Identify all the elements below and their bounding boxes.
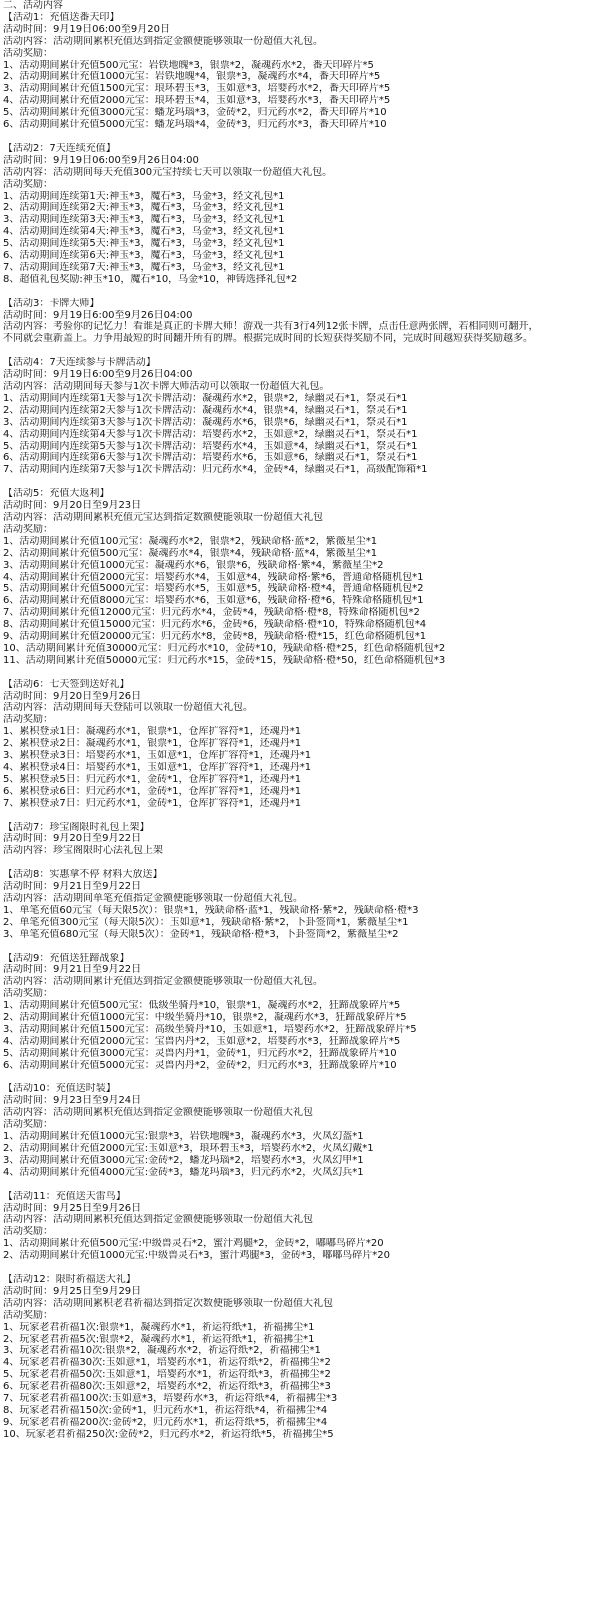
activity-line: 活动时间：9月19日06:00至9月26日04:00 (3, 154, 199, 166)
activity-line: 10、玩家老君祈福250次:金砖*2，归元药水*2，祈运符纸*5，祈福拂尘*5 (3, 1428, 334, 1440)
activity-title: 【活动9：充值送狂蹄战象】 (3, 952, 130, 964)
section-spacer (3, 941, 600, 953)
activity-line: 3、活动期间内连续第3天参与1次卡牌活动：凝魂药水*6，银票*6，绿幽灵石*1，祭灵石*1 (3, 416, 408, 428)
section-spacer (3, 286, 600, 298)
activity-line: 2、活动期间累计充值1000元宝:中级兽灵石*3，蜜汁鸡腿*3，金砖*3，嘟嘟鸟碎片*20 (3, 1250, 390, 1262)
document-heading: 二、活动内容 (3, 0, 63, 11)
activity-line: 活动内容：活动期间累积充值元宝达到指定数额便能领取一份超值大礼包 (3, 511, 323, 523)
activity-line: 1、活动期间累计充值100元宝：凝魂药水*2，银票*2，残缺命格·蓝*2，紫薇星尘*1 (3, 535, 378, 547)
activity-section (3, 12, 600, 131)
section-spacer (3, 857, 600, 869)
activity-title: 【活动7：珍宝阁限时礼包上架】 (3, 821, 150, 833)
activity-line: 活动内容：活动期间累计充值达到指定金额便能够领取一份超值大礼包。 (3, 976, 323, 988)
activity-line: 活动内容：活动期间单笔充值指定金额便能够领取一份超值大礼包。 (3, 892, 303, 904)
activity-line: 4、活动期间累计充值2000元宝：宝兽内丹*2，玉如意*2，培婴药水*3，狂蹄战象碎片*5 (3, 1035, 401, 1047)
activity-line: 4、活动期间连续第4天:神玉*3，魔石*3，乌金*3，经文礼包*1 (3, 226, 285, 238)
activity-section (3, 1274, 600, 1441)
activity-title: 【活动8：实惠拿不停 材料大放送】 (3, 869, 163, 881)
activity-line: 7、累积登录7日：归元药水*1，金砖*1，仓库扩容符*1，还魂丹*1 (3, 797, 302, 809)
activity-line: 6、活动期间内连续第6天参与1次卡牌活动：培婴药水*6，玉如意*6，绿幽灵石*1，祭灵石*1 (3, 452, 418, 464)
activity-line: 4、活动期间累计充值2000元宝：培婴药水*4，玉如意*4，残缺命格·紫*6，普通命格随机包*1 (3, 571, 424, 583)
activity-title: 【活动4：7天连续参与卡牌活动】 (3, 357, 156, 369)
activity-line: 8、超值礼包奖励:神玉*10，魔石*10，乌金*10，神铸选择礼包*2 (3, 273, 298, 285)
activity-line: 6、活动期间累计充值5000元宝：蟠龙玛瑙*4，金砖*3，归元药水*3，番天印碎片*10 (3, 119, 387, 131)
activity-line: 活动奖励： (3, 1119, 53, 1131)
activity-section (3, 679, 600, 810)
activity-line: 活动时间：9月23日至9月24日 (3, 1095, 142, 1107)
activity-line: 1、活动期间内连续第1天参与1次卡牌活动：凝魂药水*2，银票*2，绿幽灵石*1，祭灵石*1 (3, 392, 408, 404)
section-spacer (3, 131, 600, 143)
activity-line: 3、活动期间累计充值3000元宝:金砖*2，蟠龙玛瑙*2，培婴药水*3，火凤幻甲*1 (3, 1154, 364, 1166)
activity-line: 11、活动期间累计充值50000元宝：归元药水*15，金砖*15，残缺命格·橙*50，红色命格随机包*3 (3, 654, 446, 666)
activity-line: 4、活动期间累计充值4000元宝:金砖*3，蟠龙玛瑙*3，归元药水*2，火凤幻兵*1 (3, 1166, 364, 1178)
activity-line: 3、累积登录3日：培婴药水*1，玉如意*1，仓库扩容符*1，还魂丹*1 (3, 750, 312, 762)
activity-title: 【活动10：充值送时装】 (3, 1083, 116, 1095)
activity-section (3, 1083, 600, 1178)
activity-title: 【活动1：充值送番天印】 (3, 11, 120, 23)
activity-line: 活动时间：9月20日至9月23日 (3, 500, 142, 512)
activity-line: 活动时间：9月20日至9月22日 (3, 833, 142, 845)
activity-line: 1、活动期间累计充值1000元宝:银票*3，岩铁地魄*3，凝魂药水*3，火凤幻盔*1 (3, 1131, 364, 1143)
activity-section (3, 953, 600, 1072)
activity-line: 2、活动期间连续第2天:神玉*3，魔石*3，乌金*3，经文礼包*1 (3, 202, 285, 214)
activity-title: 【活动3：卡牌大师】 (3, 297, 100, 309)
activity-line: 4、玩家老君祈福30次:玉如意*1，培婴药水*1，祈运符纸*2，祈福拂尘*2 (3, 1357, 331, 1369)
activity-line: 活动奖励： (3, 1226, 53, 1238)
activity-line: 2、活动期间累计充值1000元宝：岩铁地魄*4，银票*3，凝魂药水*4，番天印碎片*5 (3, 71, 381, 83)
activity-line: 5、活动期间累计充值5000元宝：培婴药水*5，玉如意*5，残缺命格·橙*4，普通命格随机包*2 (3, 583, 424, 595)
activity-section (3, 143, 600, 286)
activity-line: 活动奖励： (3, 1309, 53, 1321)
section-spacer (3, 810, 600, 822)
activity-line: 9、玩家老君祈福200次:金砖*2，归元药水*1，祈运符纸*5，祈福拂尘*4 (3, 1416, 328, 1428)
activity-line: 活动时间：9月21日至9月22日 (3, 964, 142, 976)
activity-line: 1、累积登录1日：凝魂药水*1，银票*1，仓库扩容符*1，还魂丹*1 (3, 726, 302, 738)
activity-line: 活动内容：活动期间累积充值达到指定金额便能够领取一份超值大礼包 (3, 1107, 313, 1119)
activity-line: 活动时间：9月25日至9月26日 (3, 1202, 142, 1214)
activity-line: 6、累积登录6日：归元药水*1，金砖*1，仓库扩容符*1，还魂丹*1 (3, 785, 302, 797)
activity-line: 2、活动期间累计充值1000元宝：中级坐骑丹*10，银票*2，凝魂药水*3，狂蹄战象碎片*5 (3, 1012, 407, 1024)
activity-line: 活动奖励： (3, 523, 53, 535)
activity-line: 3、玩家老君祈福10次:银票*2，凝魂药水*2，祈运符纸*2，祈福拂尘*1 (3, 1345, 321, 1357)
activity-line: 1、活动期间累计充值500元宝：低级坐骑丹*10，银票*1，凝魂药水*2，狂蹄战象碎片*5 (3, 1000, 401, 1012)
activity-line: 10、活动期间累计充值30000元宝：归元药水*10，金砖*10，残缺命格·橙*25，红色命格随机包*2 (3, 642, 446, 654)
section-spacer (3, 476, 600, 488)
activity-title: 【活动5：充值大返利】 (3, 488, 110, 500)
activity-line: 活动时间：9月19日6:00至9月26日04:00 (3, 309, 193, 321)
activity-title: 【活动11：充值送天雷鸟】 (3, 1190, 126, 1202)
activity-line: 7、活动期间内连续第7天参与1次卡牌活动：归元药水*4，金砖*4，绿幽灵石*1，高级配饰箱*1 (3, 464, 428, 476)
activity-line: 活动时间：9月25日至9月29日 (3, 1285, 142, 1297)
activity-line: 活动奖励： (3, 178, 53, 190)
activity-line: 活动内容：活动期间每天参与1次卡牌大师活动可以领取一份超值大礼包。 (3, 381, 330, 392)
activity-section (3, 1191, 600, 1262)
activity-line: 5、活动期间累计充值3000元宝：蟠龙玛瑙*3，金砖*2，归元药水*2，番天印碎片*10 (3, 107, 387, 119)
activity-line: 不同就会重新盖上。力争用最短的时间翻开所有的牌。根据完成时间的长短获得奖励不同，完成时间越短获得奖励越多。 (3, 333, 533, 345)
activity-section (3, 298, 600, 346)
activity-line: 活动内容：活动期间每天充值300元宝持续七天可以领取一份超值大礼包。 (3, 166, 333, 178)
section-spacer (3, 667, 600, 679)
activity-line: 5、活动期间内连续第5天参与1次卡牌活动：培婴药水*4，玉如意*4，绿幽灵石*1，祭灵石*1 (3, 440, 418, 452)
activity-line: 3、活动期间累计充值1500元宝：高级坐骑丹*10，玉如意*1，培婴药水*2，狂蹄战象碎片*5 (3, 1023, 417, 1035)
activity-line: 9、活动期间累计充值20000元宝：归元药水*8，金砖*8，残缺命格·橙*15，红色命格随机包*1 (3, 631, 427, 643)
activity-line: 2、单笔充值300元宝（每天限5次）：玉如意*1，残缺命格·紫*2，卜卦签筒*1，紫薇星尘*1 (3, 916, 409, 928)
activity-line: 4、活动期间累计充值2000元宝：琅环碧玉*4，玉如意*3，培婴药水*3，番天印碎片*5 (3, 95, 391, 107)
activity-line: 活动内容：活动期间累积充值达到指定金额便能够领取一份超值大礼包。 (3, 35, 323, 47)
activity-title: 【活动2：7天连续充值】 (3, 142, 116, 154)
activity-section (3, 488, 600, 667)
activity-line: 1、活动期间累计充值500元宝:中级兽灵石*2，蜜汁鸡腿*2，金砖*2，嘟嘟鸟碎片*20 (3, 1238, 384, 1250)
activity-line: 7、玩家老君祈福100次:玉如意*3，培婴药水*3，祈运符纸*4，祈福拂尘*3 (3, 1393, 338, 1405)
section-spacer (3, 345, 600, 357)
activity-line: 活动时间：9月20日至9月26日 (3, 690, 142, 702)
activity-line: 活动奖励： (3, 714, 53, 726)
activity-line: 1、玩家老君祈福1次:银票*1，凝魂药水*1，祈运符纸*1，祈福拂尘*1 (3, 1321, 315, 1333)
activity-line: 5、累积登录5日：归元药水*1，金砖*1，仓库扩容符*1，还魂丹*1 (3, 773, 302, 785)
activity-line: 8、活动期间累计充值15000元宝：归元药水*6，金砖*6，残缺命格·橙*10，特殊命格随机包*4 (3, 619, 427, 631)
activity-line: 活动时间：9月21日至9月22日 (3, 881, 142, 893)
activity-line: 5、活动期间累计充值3000元宝：灵兽内丹*1，金砖*1，归元药水*2，狂蹄战象碎片*10 (3, 1047, 397, 1059)
activity-line: 3、单笔充值680元宝（每天限5次）：金砖*1，残缺命格·橙*3，卜卦签筒*2，紫薇星尘*2 (3, 928, 399, 940)
activity-line: 6、活动期间累计充值8000元宝：培婴药水*6，玉如意*6，残缺命格·橙*6，特殊命格随机包*1 (3, 595, 424, 607)
activity-line: 活动奖励： (3, 47, 53, 59)
activity-line: 3、活动期间连续第3天:神玉*3，魔石*3，乌金*3，经文礼包*1 (3, 214, 285, 226)
activity-list (3, 12, 600, 1441)
activity-line: 2、活动期间累计充值2000元宝:玉如意*3，琅环碧玉*3，培婴药水*2，火凤幻戴*1 (3, 1143, 374, 1154)
activity-title: 【活动12：限时祈福送大礼】 (3, 1273, 136, 1285)
activity-line: 活动内容：活动期间累积老君祈福达到指定次数便能够领取一份超值大礼包 (3, 1297, 333, 1309)
activity-line: 2、玩家老君祈福5次:银票*2，凝魂药水*1，祈运符纸*1，祈福拂尘*1 (3, 1333, 315, 1345)
activity-line: 7、活动期间连续第7天:神玉*3，魔石*3，乌金*3，经文礼包*1 (3, 261, 285, 273)
activity-line: 活动奖励： (3, 988, 53, 1000)
activity-line: 2、累积登录2日：凝魂药水*1，银票*1，仓库扩容符*1，还魂丹*1 (3, 738, 302, 750)
activity-section (3, 822, 600, 858)
section-spacer (3, 1262, 600, 1274)
section-spacer (3, 1072, 600, 1084)
activity-line: 1、单笔充值60元宝（每天限5次）：银票*1，残缺命格·蓝*1，残缺命格·紫*2，残缺命格·橙*3 (3, 904, 419, 916)
activity-line: 4、累积登录4日：培婴药水*1，玉如意*1，仓库扩容符*1，还魂丹*1 (3, 762, 312, 773)
activity-line: 6、活动期间连续第6天:神玉*3，魔石*3，乌金*3，经文礼包*1 (3, 250, 285, 262)
section-spacer (3, 1179, 600, 1191)
activity-section (3, 869, 600, 940)
activity-title: 【活动6：七天签到送好礼】 (3, 678, 130, 690)
activity-line: 3、活动期间累计充值1000元宝：凝魂药水*6，银票*6，残缺命格·紫*4，紫薇星尘*2 (3, 559, 384, 571)
activity-line: 活动时间：9月19日6:00至9月26日04:00 (3, 369, 193, 381)
activity-line: 6、玩家老君祈福80次:玉如意*2，培婴药水*2，祈运符纸*3，祈福拂尘*3 (3, 1381, 331, 1393)
activity-line: 3、活动期间累计充值1500元宝：琅环碧玉*3，玉如意*3，培婴药水*2，番天印碎片*5 (3, 83, 391, 95)
activity-line: 活动内容：活动期间每天登陆可以领取一份超值大礼包。 (3, 702, 253, 714)
activity-line: 活动时间：9月19日06:00至9月20日 (3, 23, 170, 35)
activity-section (3, 357, 600, 476)
activity-line: 活动内容：考验你的记忆力！看谁是真正的卡牌大师！游戏一共有3行4列12张卡牌，点击任意两张牌，若相同则可翻开， (3, 321, 539, 333)
activity-line: 活动内容：珍宝阁限时心法礼包上架 (3, 845, 163, 857)
activity-line: 5、玩家老君祈福50次:玉如意*1，培婴药水*1，祈运符纸*3，祈福拂尘*2 (3, 1369, 331, 1381)
activity-line: 1、活动期间连续第1天:神玉*3，魔石*3，乌金*3，经文礼包*1 (3, 190, 285, 202)
activity-line: 2、活动期间累计充值500元宝：凝魂药水*4，银票*4，残缺命格·蓝*4，紫薇星尘*1 (3, 547, 378, 559)
activity-line: 4、活动期间内连续第4天参与1次卡牌活动：培婴药水*2，玉如意*2，绿幽灵石*1，祭灵石*1 (3, 428, 418, 440)
activity-line: 活动内容：活动期间累积充值达到指定金额便能够领取一份超值大礼包 (3, 1214, 313, 1226)
activity-line: 7、活动期间累计充值12000元宝：归元药水*4，金砖*4，残缺命格·橙*8，特殊命格随机包*2 (3, 607, 420, 619)
activity-line: 1、活动期间累计充值500元宝：岩铁地魄*3，银票*2，凝魂药水*2，番天印碎片*5 (3, 59, 374, 71)
activity-line: 6、活动期间累计充值5000元宝：灵兽内丹*2，金砖*2，归元药水*3，狂蹄战象碎片*10 (3, 1059, 397, 1071)
activity-line: 2、活动期间内连续第2天参与1次卡牌活动：凝魂药水*4，银票*4，绿幽灵石*1，祭灵石*1 (3, 404, 408, 416)
activity-line: 8、玩家老君祈福150次:金砖*1，归元药水*1，祈运符纸*4，祈福拂尘*4 (3, 1404, 328, 1416)
activity-line: 5、活动期间连续第5天:神玉*3，魔石*3，乌金*3，经文礼包*1 (3, 238, 285, 250)
